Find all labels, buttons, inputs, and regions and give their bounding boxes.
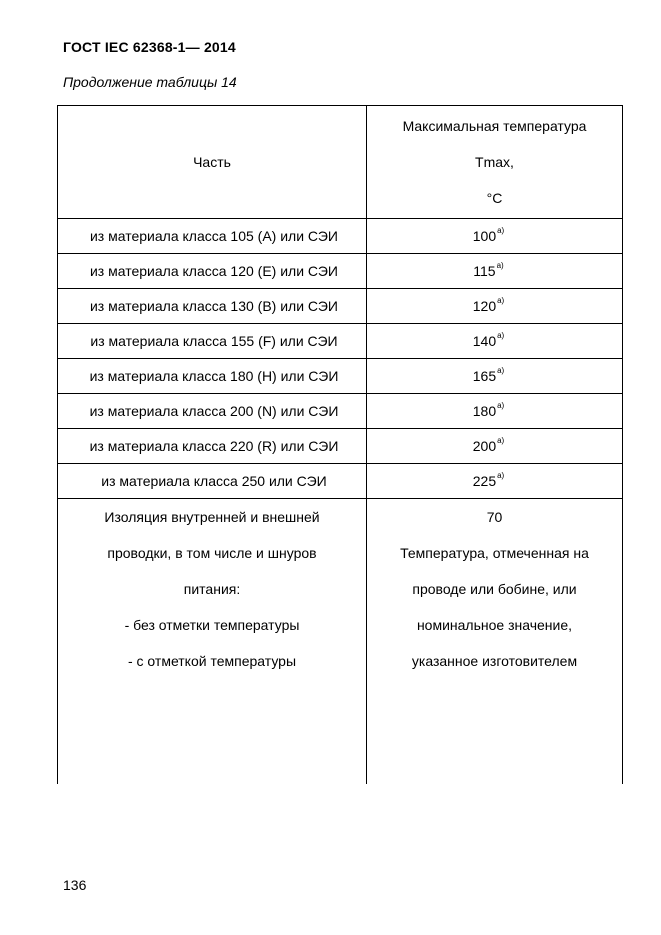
document-header: ГОСТ IEC 62368-1— 2014 bbox=[63, 39, 236, 55]
part-cell: из материала класса 155 (F) или СЭИ bbox=[58, 324, 367, 359]
footnote-mark: а) bbox=[497, 436, 505, 446]
value-cell bbox=[367, 394, 623, 429]
table-row bbox=[58, 464, 623, 499]
footnote-mark: а) bbox=[496, 261, 504, 271]
footnote-mark: а) bbox=[497, 471, 505, 481]
value-number: 180 bbox=[472, 403, 497, 419]
wiring-part-line-4: - без отметки температуры bbox=[124, 617, 300, 633]
table-row-wiring-insulation bbox=[58, 499, 623, 785]
part-cell: из материала класса 180 (Н) или СЭИ bbox=[58, 359, 367, 394]
wiring-part-line-5: - с отметкой температуры bbox=[127, 653, 297, 669]
value-cell bbox=[367, 359, 623, 394]
wiring-value-line-4: номинальное значение, bbox=[416, 617, 573, 633]
value-cell bbox=[367, 254, 623, 289]
table-row bbox=[58, 359, 623, 394]
table-caption: Продолжение таблицы 14 bbox=[63, 74, 237, 90]
value-number: 115 bbox=[473, 263, 496, 279]
header-max-temp-line-1: Максимальная температура bbox=[402, 118, 587, 134]
value-number: 100 bbox=[472, 228, 497, 244]
value-number: 200 bbox=[472, 438, 497, 454]
header-max-temp-line-2: Tmax, bbox=[475, 154, 514, 170]
wiring-part-line-1: Изоляция внутренней и внешней bbox=[104, 509, 320, 525]
table-row bbox=[58, 429, 623, 464]
wiring-value-line-1: 70 bbox=[486, 509, 503, 525]
value-number: 225 bbox=[472, 473, 497, 489]
value-number: 140 bbox=[472, 333, 497, 349]
footnote-mark: а) bbox=[497, 366, 505, 376]
footnote-mark: а) bbox=[497, 401, 505, 411]
part-cell: из материала класса 120 (Е) или СЭИ bbox=[58, 254, 367, 289]
wiring-part-line-3: питания: bbox=[183, 581, 241, 597]
value-cell bbox=[367, 429, 623, 464]
part-cell: из материала класса 105 (А) или СЭИ bbox=[58, 219, 367, 254]
header-max-temp-line-3: °C bbox=[486, 190, 503, 206]
wiring-value-line-5: указанное изготовителем bbox=[411, 653, 578, 669]
wiring-value-line-2: Температура, отмеченная на bbox=[400, 545, 589, 561]
table-row bbox=[58, 289, 623, 324]
wiring-part-line-2: проводки, в том числе и шнуров bbox=[107, 545, 317, 561]
footnote-mark: а) bbox=[497, 296, 505, 306]
header-part: Часть bbox=[58, 106, 367, 219]
value-cell bbox=[367, 289, 623, 324]
footnote-mark: а) bbox=[497, 226, 505, 236]
table-row bbox=[58, 219, 623, 254]
part-cell: из материала класса 220 (R) или СЭИ bbox=[58, 429, 367, 464]
header-max-temperature bbox=[367, 106, 623, 219]
value-cell bbox=[367, 324, 623, 359]
value-number: 120 bbox=[472, 298, 497, 314]
wiring-value-line-3: проводе или бобине, или bbox=[412, 581, 577, 597]
table-row bbox=[58, 254, 623, 289]
table-row bbox=[58, 324, 623, 359]
value-cell bbox=[367, 219, 623, 254]
part-cell: из материала класса 200 (N) или СЭИ bbox=[58, 394, 367, 429]
table-header-row bbox=[58, 106, 623, 219]
value-number: 165 bbox=[472, 368, 497, 384]
table-row bbox=[58, 394, 623, 429]
part-cell: из материала класса 250 или СЭИ bbox=[58, 464, 367, 499]
temperature-table bbox=[57, 105, 623, 784]
footnote-mark: а) bbox=[497, 331, 505, 341]
value-cell bbox=[367, 464, 623, 499]
page-number: 136 bbox=[63, 877, 87, 893]
wiring-insulation-part-cell bbox=[58, 499, 367, 785]
wiring-insulation-value-cell bbox=[367, 499, 623, 785]
part-cell: из материала класса 130 (В) или СЭИ bbox=[58, 289, 367, 324]
